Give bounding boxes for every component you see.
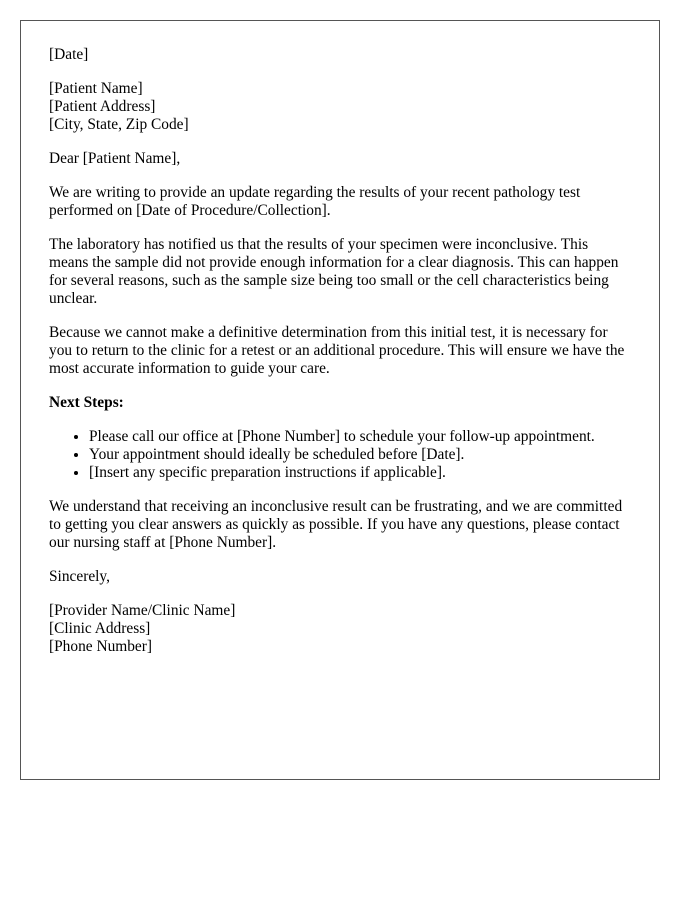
recipient-block xyxy=(49,80,631,134)
list-item: • Please call our office at [Phone Number] to schedule your follow-up appointment. xyxy=(89,428,631,446)
list-item: • [Insert any specific preparation instructions if applicable]. xyxy=(89,464,631,482)
paragraph-inconclusive: The laboratory has notified us that the results of your specimen were inconclusive. This means the sample did not provide enough information for a clear diagnosis. This can happen for several reasons, such as the sample size being too small or the cell characteristics being unclear. xyxy=(49,236,619,307)
paragraph-closing: We understand that receiving an inconclusive result can be frustrating, and we are committed to getting you clear answers as quickly as possible. If you have any questions, please contact our nursing staff at [Phone Number]. xyxy=(49,498,623,551)
letter-page xyxy=(20,20,660,780)
next-steps-list xyxy=(49,428,631,482)
letter-date: [Date] xyxy=(49,46,89,63)
next-steps-heading: Next Steps: xyxy=(49,394,124,411)
recipient-address: [Patient Address] xyxy=(49,98,156,115)
recipient-city-state-zip: [City, State, Zip Code] xyxy=(49,116,189,133)
signoff: Sincerely, xyxy=(49,568,110,585)
signature-clinic-address: [Clinic Address] xyxy=(49,620,151,637)
signature-block xyxy=(49,602,631,656)
salutation: Dear [Patient Name], xyxy=(49,150,181,167)
paragraph-update: We are writing to provide an update regarding the results of your recent pathology test performed on [Date of Procedure/Collection]. xyxy=(49,184,581,219)
paragraph-retest: Because we cannot make a definitive determination from this initial test, it is necessary for you to return to the clinic for a retest or an additional procedure. This will ensure we have the most accurate information to guide your care. xyxy=(49,324,625,377)
list-item: • Your appointment should ideally be scheduled before [Date]. xyxy=(89,446,631,464)
signature-provider: [Provider Name/Clinic Name] xyxy=(49,602,236,619)
recipient-name: [Patient Name] xyxy=(49,80,143,97)
signature-phone: [Phone Number] xyxy=(49,638,153,655)
